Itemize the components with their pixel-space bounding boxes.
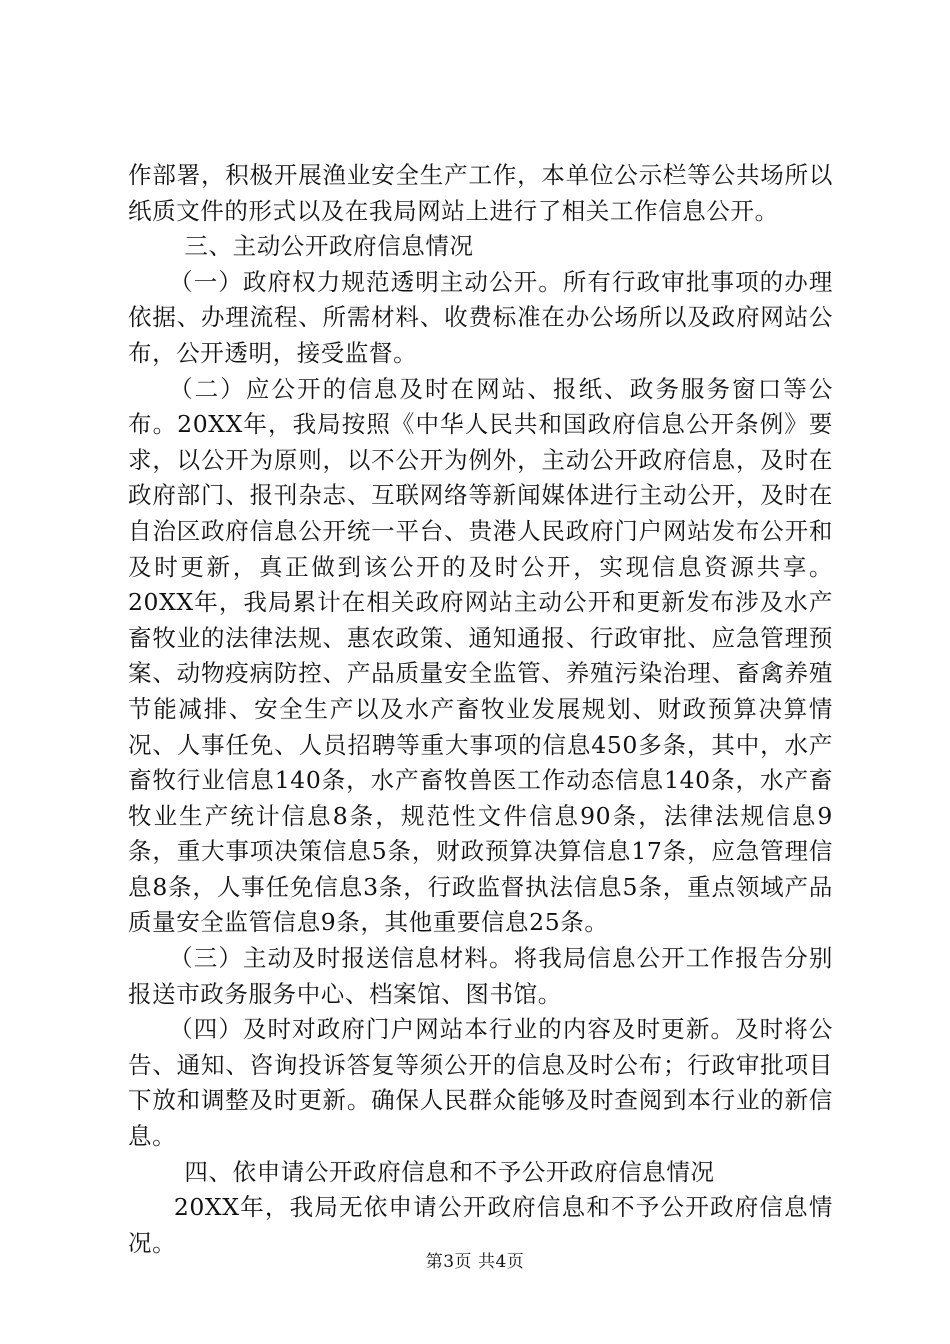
paragraph-continuation: 作部署，积极开展渔业安全生产工作，本单位公示栏等公共场所以纸质文件的形式以及在我局网站上进行了相关工作信息公开。 bbox=[128, 161, 833, 225]
section-heading-four: 四、依申请公开政府信息和不予公开政府信息情况 bbox=[184, 1157, 715, 1186]
paragraph-item-two: （二）应公开的信息及时在网站、报纸、政务服务窗口等公布。20XX年，我局按照《中华人民共和国政府信息公开条例》要求，以公开为原则，以不公开为例外，主动公开政府信息，及时在政府部门、报刊杂志、互联网络等新闻媒体进行主动公开，及时在自治区政府信息公开统一平台、贵港人民政府门户网站发布公开和及时更新，真正做到该公开的及时公开，实现信息资源共享。20XX年，我局累计在相关政府网站主动公开和更新发布涉及水产畜牧业的法律法规、惠农政策、通知通报、行政审批、应急管理预案、动物疫病防控、产品质量安全监管、养殖污染治理、畜禽养殖节能减排、安全生产以及水产畜牧业发展规划、财政预算决算情况、人事任免、人员招聘等重大事项的信息450多条，其中，水产畜牧行业信息140条，水产畜牧兽医工作动态信息140条，水产畜牧业生产统计信息8条，规范性文件信息90条，法律法规信息9条，重大事项决策信息5条，财政预算决算信息17条，应急管理信息8条，人事任免信息3条，行政监督执法信息5条，重点领域产品质量安全监管信息9条，其他重要信息25条。 bbox=[128, 374, 833, 937]
page-number-footer: 第3页 共4页 bbox=[425, 1252, 525, 1272]
paragraph-item-one: （一）政府权力规范透明主动公开。所有行政审批事项的办理依据、办理流程、所需材料、收费标准在办公场所以及政府网站公布，公开透明，接受监督。 bbox=[128, 267, 833, 367]
paragraph-section-four-body: 20XX年，我局无依申请公开政府信息和不予公开政府信息情况。 bbox=[128, 1193, 833, 1257]
section-heading-three: 三、主动公开政府信息情况 bbox=[184, 232, 474, 261]
paragraph-item-four: （四）及时对政府门户网站本行业的内容及时更新。及时将公告、通知、咨询投诉答复等须公开的信息及时公布；行政审批项目下放和调整及时更新。确保人民群众能够及时查阅到本行业的新信息。 bbox=[128, 1015, 833, 1151]
paragraph-item-three: （三）主动及时报送信息材料。将我局信息公开工作报告分别报送市政务服务中心、档案馆、图书馆。 bbox=[128, 944, 833, 1008]
document-body bbox=[128, 158, 833, 1261]
